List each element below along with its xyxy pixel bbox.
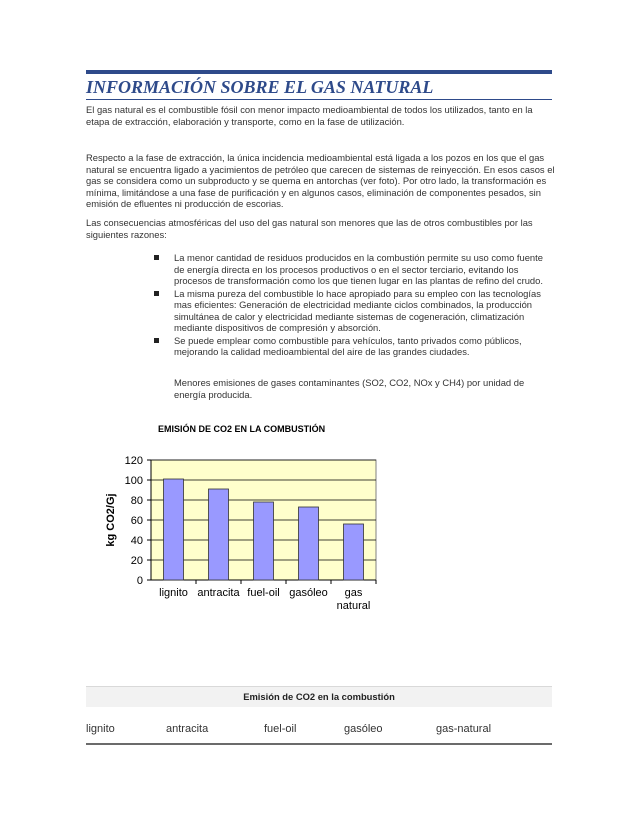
list-item (154, 335, 554, 358)
chart-bar (299, 507, 319, 580)
chart-y-tick-label: 100 (124, 475, 143, 487)
table-caption: Emisión de CO2 en la combustión (86, 686, 552, 707)
reasons-list (154, 252, 554, 359)
paragraph-extraction: Respecto a la fase de extracción, la única incidencia medioambiental está ligada a los pozos en los que el gas natural se encuentra ligado a yacimientos de petróleo que carecen de sistemas de reinyección. En esos casos el gas se considera como un subproducto y se quema en antorchas (ver foto). Por otro lado, la transformación es mínima, limitándose a una fase de purificación y en algunos casos, eliminación de componentes pesados, sin emisión de efluentes ni producción de escorias. (86, 152, 555, 209)
paragraph-consequences: Las consecuencias atmosféricas del uso del gas natural son menores que las de otros combustibles por las siguientes razones: (86, 217, 533, 240)
chart-y-tick-label: 80 (130, 495, 143, 507)
chart-bar (164, 479, 184, 580)
emission-table (86, 686, 552, 745)
title-top-rule (86, 70, 552, 74)
chart-y-tick-label: 120 (124, 455, 143, 467)
chart-bar (254, 502, 274, 580)
chart-x-tick-label: fuel-oil (247, 587, 280, 599)
list-item-text: La misma pureza del combustible lo hace apropiado para su empleo con las tecnologías mas eficientes: Generación de electricidad mediante ciclos combinados, la producción simultánea de calor y electricidad mediante sistemas de cogeneración, climatización mediante dispositivos de compresión y absorción. (174, 287, 541, 333)
chart-y-tick-label: 40 (130, 535, 143, 547)
title-underline (86, 99, 552, 100)
chart-y-tick-label: 0 (136, 575, 143, 587)
bullet-square-icon (154, 291, 159, 296)
list-item (154, 288, 554, 334)
chart-x-tick-label: gas (344, 587, 363, 599)
chart-y-axis-label: kg CO2/Gj (105, 493, 117, 547)
table-cell-antracita: antracita (166, 723, 209, 735)
table-cell-lignito: lignito (86, 723, 115, 735)
chart-x-tick-label: lignito (159, 587, 188, 599)
chart-bar (344, 524, 364, 580)
chart-y-tick-label: 20 (130, 555, 143, 567)
bullet-square-icon (154, 255, 159, 260)
paragraph-intro: El gas natural es el combustible fósil con menor impacto medioambiental de todos los utilizados, tanto en la etapa de extracción, elaboración y transporte, como en la fase de utilización. (86, 104, 533, 127)
chart-bar (209, 489, 229, 580)
table-cell-gas-natural: gas-natural (436, 723, 492, 735)
bullet-square-icon (154, 338, 159, 343)
chart-y-tick-label: 60 (130, 515, 143, 527)
chart-x-tick-label: natural (336, 600, 371, 612)
chart-title: EMISIÓN DE CO2 EN LA COMBUSTIÓN (158, 424, 326, 434)
table-cell-fuel-oil: fuel-oil (264, 723, 297, 735)
list-item-text: Se puede emplear como combustible para vehículos, tanto privados como públicos, mejorando la calidad medioambiental del aire de las grandes ciudades. (174, 334, 522, 357)
list-item (154, 252, 554, 287)
table-cell-gasoleo: gasóleo (344, 723, 383, 735)
co2-emission-chart (96, 418, 396, 628)
chart-x-tick-label: antracita (197, 587, 240, 599)
paragraph-emissions-note: Menores emisiones de gases contaminantes (SO2, CO2, NOx y CH4) por unidad de energía producida. (174, 377, 525, 400)
table-row (86, 707, 552, 745)
list-item-text: La menor cantidad de residuos producidos en la combustión permite su uso como fuente de energía directa en los procesos productivos o en el sector terciario, evitando los procesos de transformación como los que tienen lugar en las plantas de refino del crudo. (174, 252, 543, 286)
document-title: INFORMACIÓN SOBRE EL GAS NATURAL (86, 77, 434, 97)
chart-x-tick-label: gasóleo (289, 587, 328, 599)
